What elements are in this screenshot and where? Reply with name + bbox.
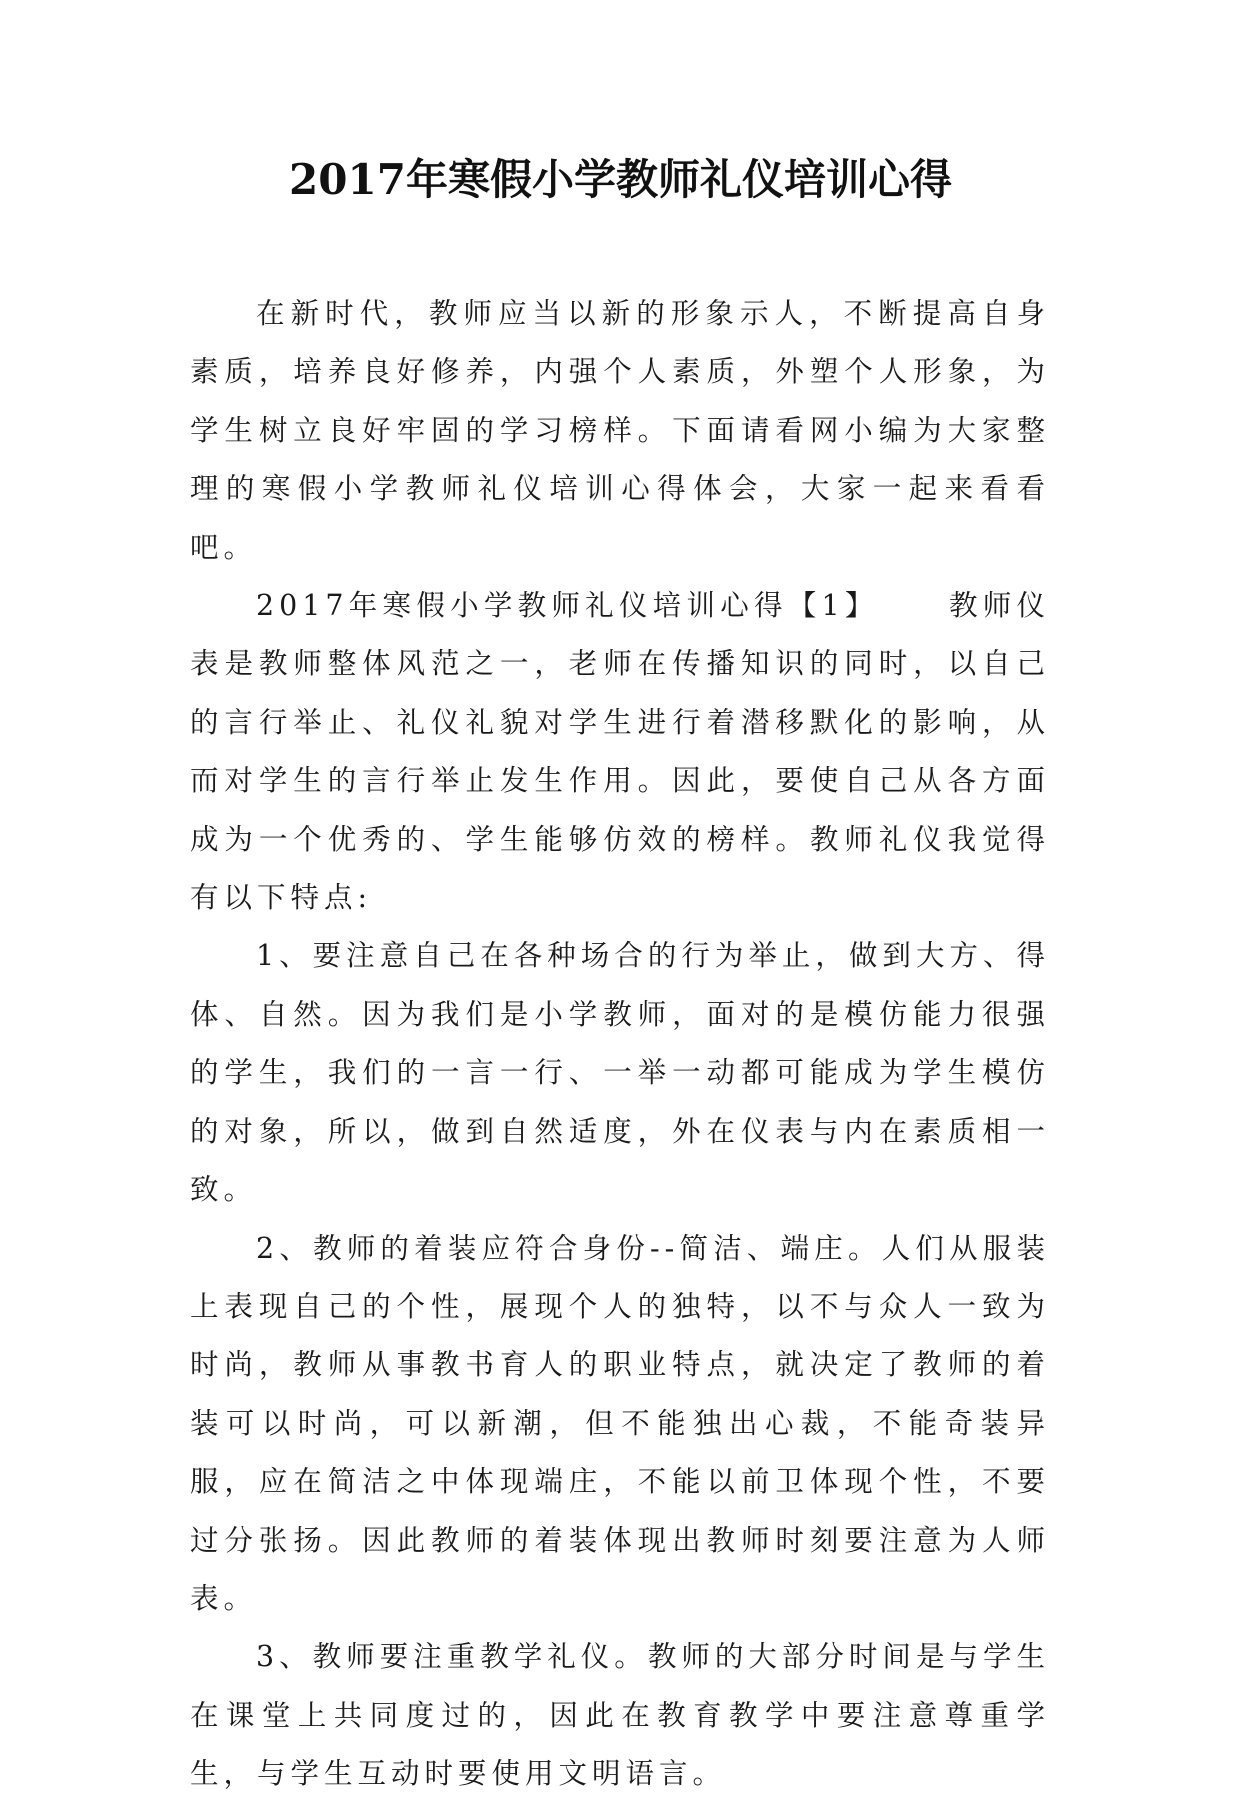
section-body-text: 是教师整体风范之一，老师在传播知识的同时，以自己的言行举止、礼仪礼貌对学生进行着潜移默化的影响，从而对学生的言行举止发生作用。因此，要使自己从各方面成为一个优秀的、学生能够仿效的榜样。教师礼仪我觉得有以下特点:: [190, 647, 1050, 915]
document-body: [190, 285, 1050, 1804]
intro-paragraph: 在新时代，教师应当以新的形象示人，不断提高自身素质，培养良好修养，内强个人素质，外塑个人形象，为学生树立良好牢固的学习榜样。下面请看网小编为大家整理的寒假小学教师礼仪培训心得体会，大家一起来看看吧。: [190, 297, 1050, 564]
point-3-paragraph: 3、教师要注重教学礼仪。教师的大部分时间是与学生在课堂上共同度过的，因此在教育教学中要注意尊重学生，与学生互动时要使用文明语言。: [190, 1640, 1050, 1791]
point-2-paragraph: 2、教师的着装应符合身份--简洁、端庄。人们从服装上表现自己的个性，展现个人的独特，以不与众人一致为时尚，教师从事教书育人的职业特点，就决定了教师的着装可以时尚，可以新潮，但不能独出心裁，不能奇装异服，应在简洁之中体现端庄，不能以前卫体现个性，不要过分张扬。因此教师的着装体现出教师时刻要注意为人师表。: [190, 1231, 1050, 1615]
point-1-paragraph: 1、要注意自己在各种场合的行为举止，做到大方、得体、自然。因为我们是小学教师，面对的是模仿能力很强的学生，我们的一言一行、一举一动都可能成为学生模仿的对象，所以，做到自然适度，外在仪表与内在素质相一致。: [190, 939, 1050, 1207]
section-paragraph: [190, 577, 1050, 927]
document-title: 2017年寒假小学教师礼仪培训心得: [289, 155, 952, 204]
section-heading: 2017年寒假小学教师礼仪培训心得【1】: [256, 589, 879, 623]
section-lead: 教师仪表: [190, 589, 1050, 681]
